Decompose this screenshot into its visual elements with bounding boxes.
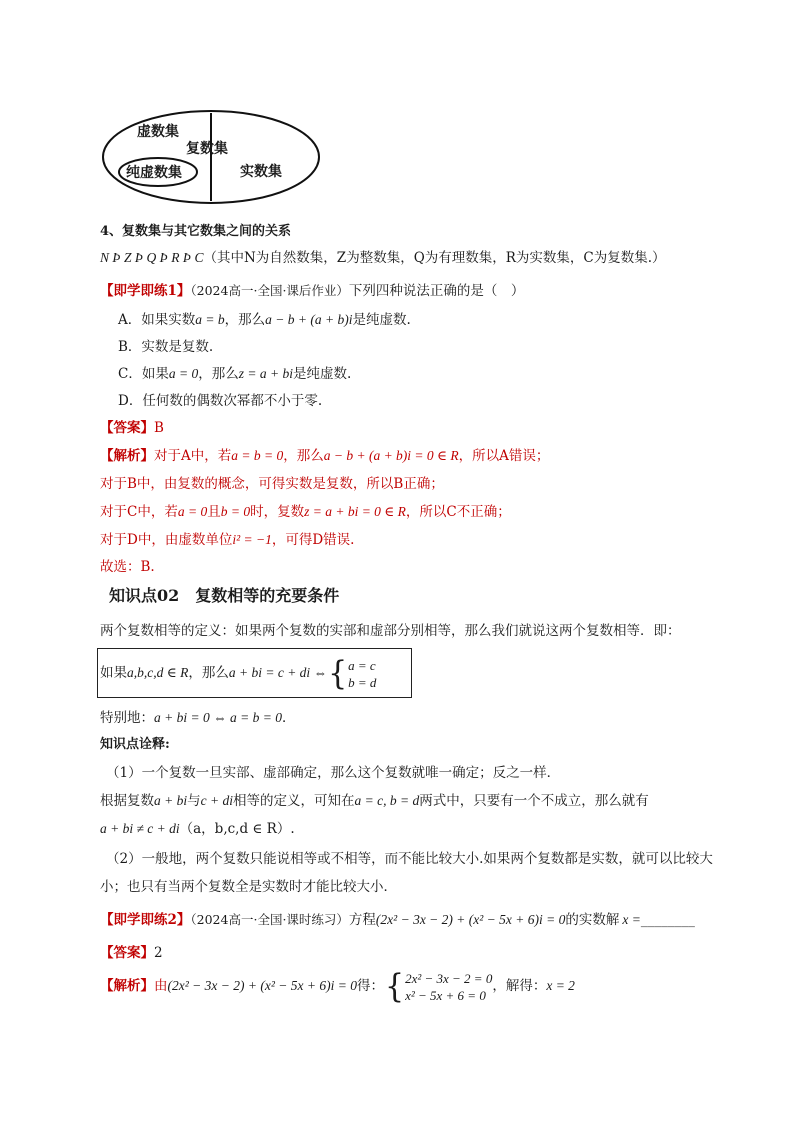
analysis-text2: ，那么 <box>283 448 324 464</box>
analysis-text2: 且 <box>207 504 221 520</box>
special-text2: ． <box>281 710 296 726</box>
analysis-text4: ，所以C不正确； <box>405 504 511 520</box>
section-title: 4、复数集与其它数集之间的关系 <box>100 224 292 239</box>
analysis-result: x = 2 <box>546 978 575 993</box>
option-c-expression: z = a + bi <box>238 366 293 381</box>
left-brace-icon: { <box>384 966 405 1006</box>
analysis-1-line-4 <box>100 530 354 550</box>
knowledge-point-title: 知识点02 复数相等的充要条件 <box>109 586 340 605</box>
option-c-text: C．如果 <box>118 366 169 382</box>
analysis-system-eq2: x² − 5x + 6 = 0 <box>405 987 486 1003</box>
p3-expression: a + bi ≠ c + di <box>100 821 180 836</box>
analysis-text2: 得： <box>356 978 384 994</box>
analysis-1-line-5: 故选：B. <box>100 559 155 575</box>
explain-title: 知识点诠释: <box>100 737 170 752</box>
analysis-text3: 时，复数 <box>250 504 305 520</box>
option-c <box>118 364 351 384</box>
box-expression: a + bi = c + di ⇔ <box>228 665 328 680</box>
analysis-equation: (2x² − 3x − 2) + (x² − 5x + 6)i = 0 <box>167 978 357 993</box>
analysis-tag: 【解析】 <box>100 448 154 464</box>
analysis-text3: ，所以A错误； <box>458 448 550 464</box>
p2-text2: 与 <box>187 793 201 809</box>
explain-paragraph-5: 小；也只有当两个复数全是实数时才能比较大小． <box>100 879 397 895</box>
option-b: B．实数是复数. <box>118 339 214 355</box>
exercise-variable: x = <box>622 912 641 927</box>
special-expression: a + bi = 0 ⇔ a = b = 0 <box>154 710 282 725</box>
answer-value: B <box>154 420 164 436</box>
special-case <box>100 708 295 728</box>
analysis-expression: z = a + bi = 0 ∈ R <box>304 504 406 519</box>
label-imaginary-set: 虚数集 <box>137 124 179 140</box>
analysis-formula2: b = 0 <box>220 504 251 519</box>
exercise-tag: 【即学即练2】 <box>100 912 191 928</box>
exercise-source: （2024高一·全国·课时练习） <box>190 912 349 927</box>
p2-text3: 相等的定义，可知在 <box>232 793 355 809</box>
analysis-text: 对于C中，若 <box>100 504 178 520</box>
analysis-1-line-3 <box>100 502 511 522</box>
answer-tag: 【答案】 <box>100 420 154 436</box>
option-c-text3: 是纯虚数. <box>292 366 352 382</box>
analysis-formula: a = 0 <box>177 504 208 519</box>
option-a-expression: a − b + (a + b)i <box>265 312 353 327</box>
p2-text4: 两式中，只要有一个不成立，那么就有 <box>419 793 649 809</box>
box-text2: ，那么 <box>188 665 229 681</box>
special-text: 特别地： <box>100 710 154 726</box>
p2-expr3: a = c, b = d <box>354 793 420 808</box>
explain-paragraph-3 <box>100 819 295 839</box>
answer-value: 2 <box>154 945 163 961</box>
box-system-eq1: a = c <box>348 657 376 673</box>
analysis-expression: i² = −1 <box>232 532 272 547</box>
exercise-question: 下列四种说法正确的是（ ） <box>348 283 525 299</box>
exercise-equation: (2x² − 3x − 2) + (x² − 5x + 6)i = 0 <box>375 912 566 927</box>
left-brace-icon: { <box>328 653 348 693</box>
exercise-source: （2024高一·全国·课后作业） <box>190 283 349 298</box>
analysis-1-line-2: 对于B中，由复数的概念，可得实数是复数，所以B正确； <box>100 476 444 492</box>
option-d: D．任何数的偶数次幂都不小于零. <box>118 393 323 409</box>
analysis-text: 由 <box>154 978 168 994</box>
analysis-expression: a − b + (a + b)i = 0 ∈ R <box>323 448 459 463</box>
exercise-tag: 【即学即练1】 <box>100 283 191 299</box>
analysis-system <box>405 970 492 1004</box>
option-a <box>118 310 411 330</box>
label-complex-set: 复数集 <box>186 141 228 157</box>
analysis-formula: a = b = 0 <box>231 448 284 463</box>
analysis-1-line-1 <box>100 446 549 466</box>
analysis-text3: ，解得： <box>492 978 547 994</box>
answer-blank[interactable]: ________ <box>640 912 695 928</box>
analysis-2 <box>100 966 575 1006</box>
box-system-eq2: b = d <box>348 674 377 690</box>
set-chain-formula: N Þ Z Þ Q Þ R Þ C <box>100 250 204 265</box>
explain-paragraph-4: （2）一般地，两个复数只能说相等或不相等，而不能比较大小.如果两个复数都是实数，就可以比较大 <box>106 851 713 867</box>
box-vars: a,b,c,d ∈ R <box>127 665 189 680</box>
box-text: 如果 <box>100 665 127 681</box>
set-chain <box>100 248 666 268</box>
set-chain-note: （其中N为自然数集，Z为整数集，Q为有理数集，R为实数集，C为复数集.） <box>203 250 666 266</box>
analysis-text2: ，可得D错误. <box>271 532 355 548</box>
label-real-set: 实数集 <box>240 164 282 180</box>
explain-paragraph-2 <box>100 791 649 811</box>
definition-box-content <box>100 651 376 695</box>
p3-text: （a，b,c,d ∈ R）. <box>179 821 295 837</box>
label-pure-imaginary-set: 纯虚数集 <box>126 165 182 181</box>
analysis-text: 对于A中，若 <box>154 448 232 464</box>
exercise-2-question <box>100 910 695 930</box>
option-a-text2: ，那么 <box>224 312 266 328</box>
analysis-text: 对于D中，由虚数单位 <box>100 532 233 548</box>
exercise-1-question <box>100 281 524 301</box>
exercise-text2: 的实数解 <box>565 912 620 928</box>
p2-text: 根据复数 <box>100 793 154 809</box>
explain-paragraph-1: （1）一个复数一旦实部、虚部确定，那么这个复数就唯一确定；反之一样． <box>106 765 561 781</box>
p2-expr2: c + di <box>200 793 233 808</box>
option-c-text2: ，那么 <box>198 366 239 382</box>
p2-expr1: a + bi <box>154 793 188 808</box>
answer-2 <box>100 943 163 963</box>
option-a-formula: a = b <box>195 312 225 327</box>
answer-1 <box>100 418 164 438</box>
analysis-tag: 【解析】 <box>100 978 154 994</box>
box-system <box>348 657 376 691</box>
definition-text: 两个复数相等的定义：如果两个复数的实部和虚部分别相等，那么我们就说这两个复数相等．即： <box>100 623 681 639</box>
option-a-text3: 是纯虚数. <box>352 312 411 328</box>
analysis-system-eq1: 2x² − 3x − 2 = 0 <box>405 970 493 986</box>
answer-tag: 【答案】 <box>100 945 154 961</box>
option-a-text: A．如果实数 <box>118 312 196 328</box>
exercise-text: 方程 <box>348 912 376 928</box>
option-c-formula: a = 0 <box>168 366 199 381</box>
